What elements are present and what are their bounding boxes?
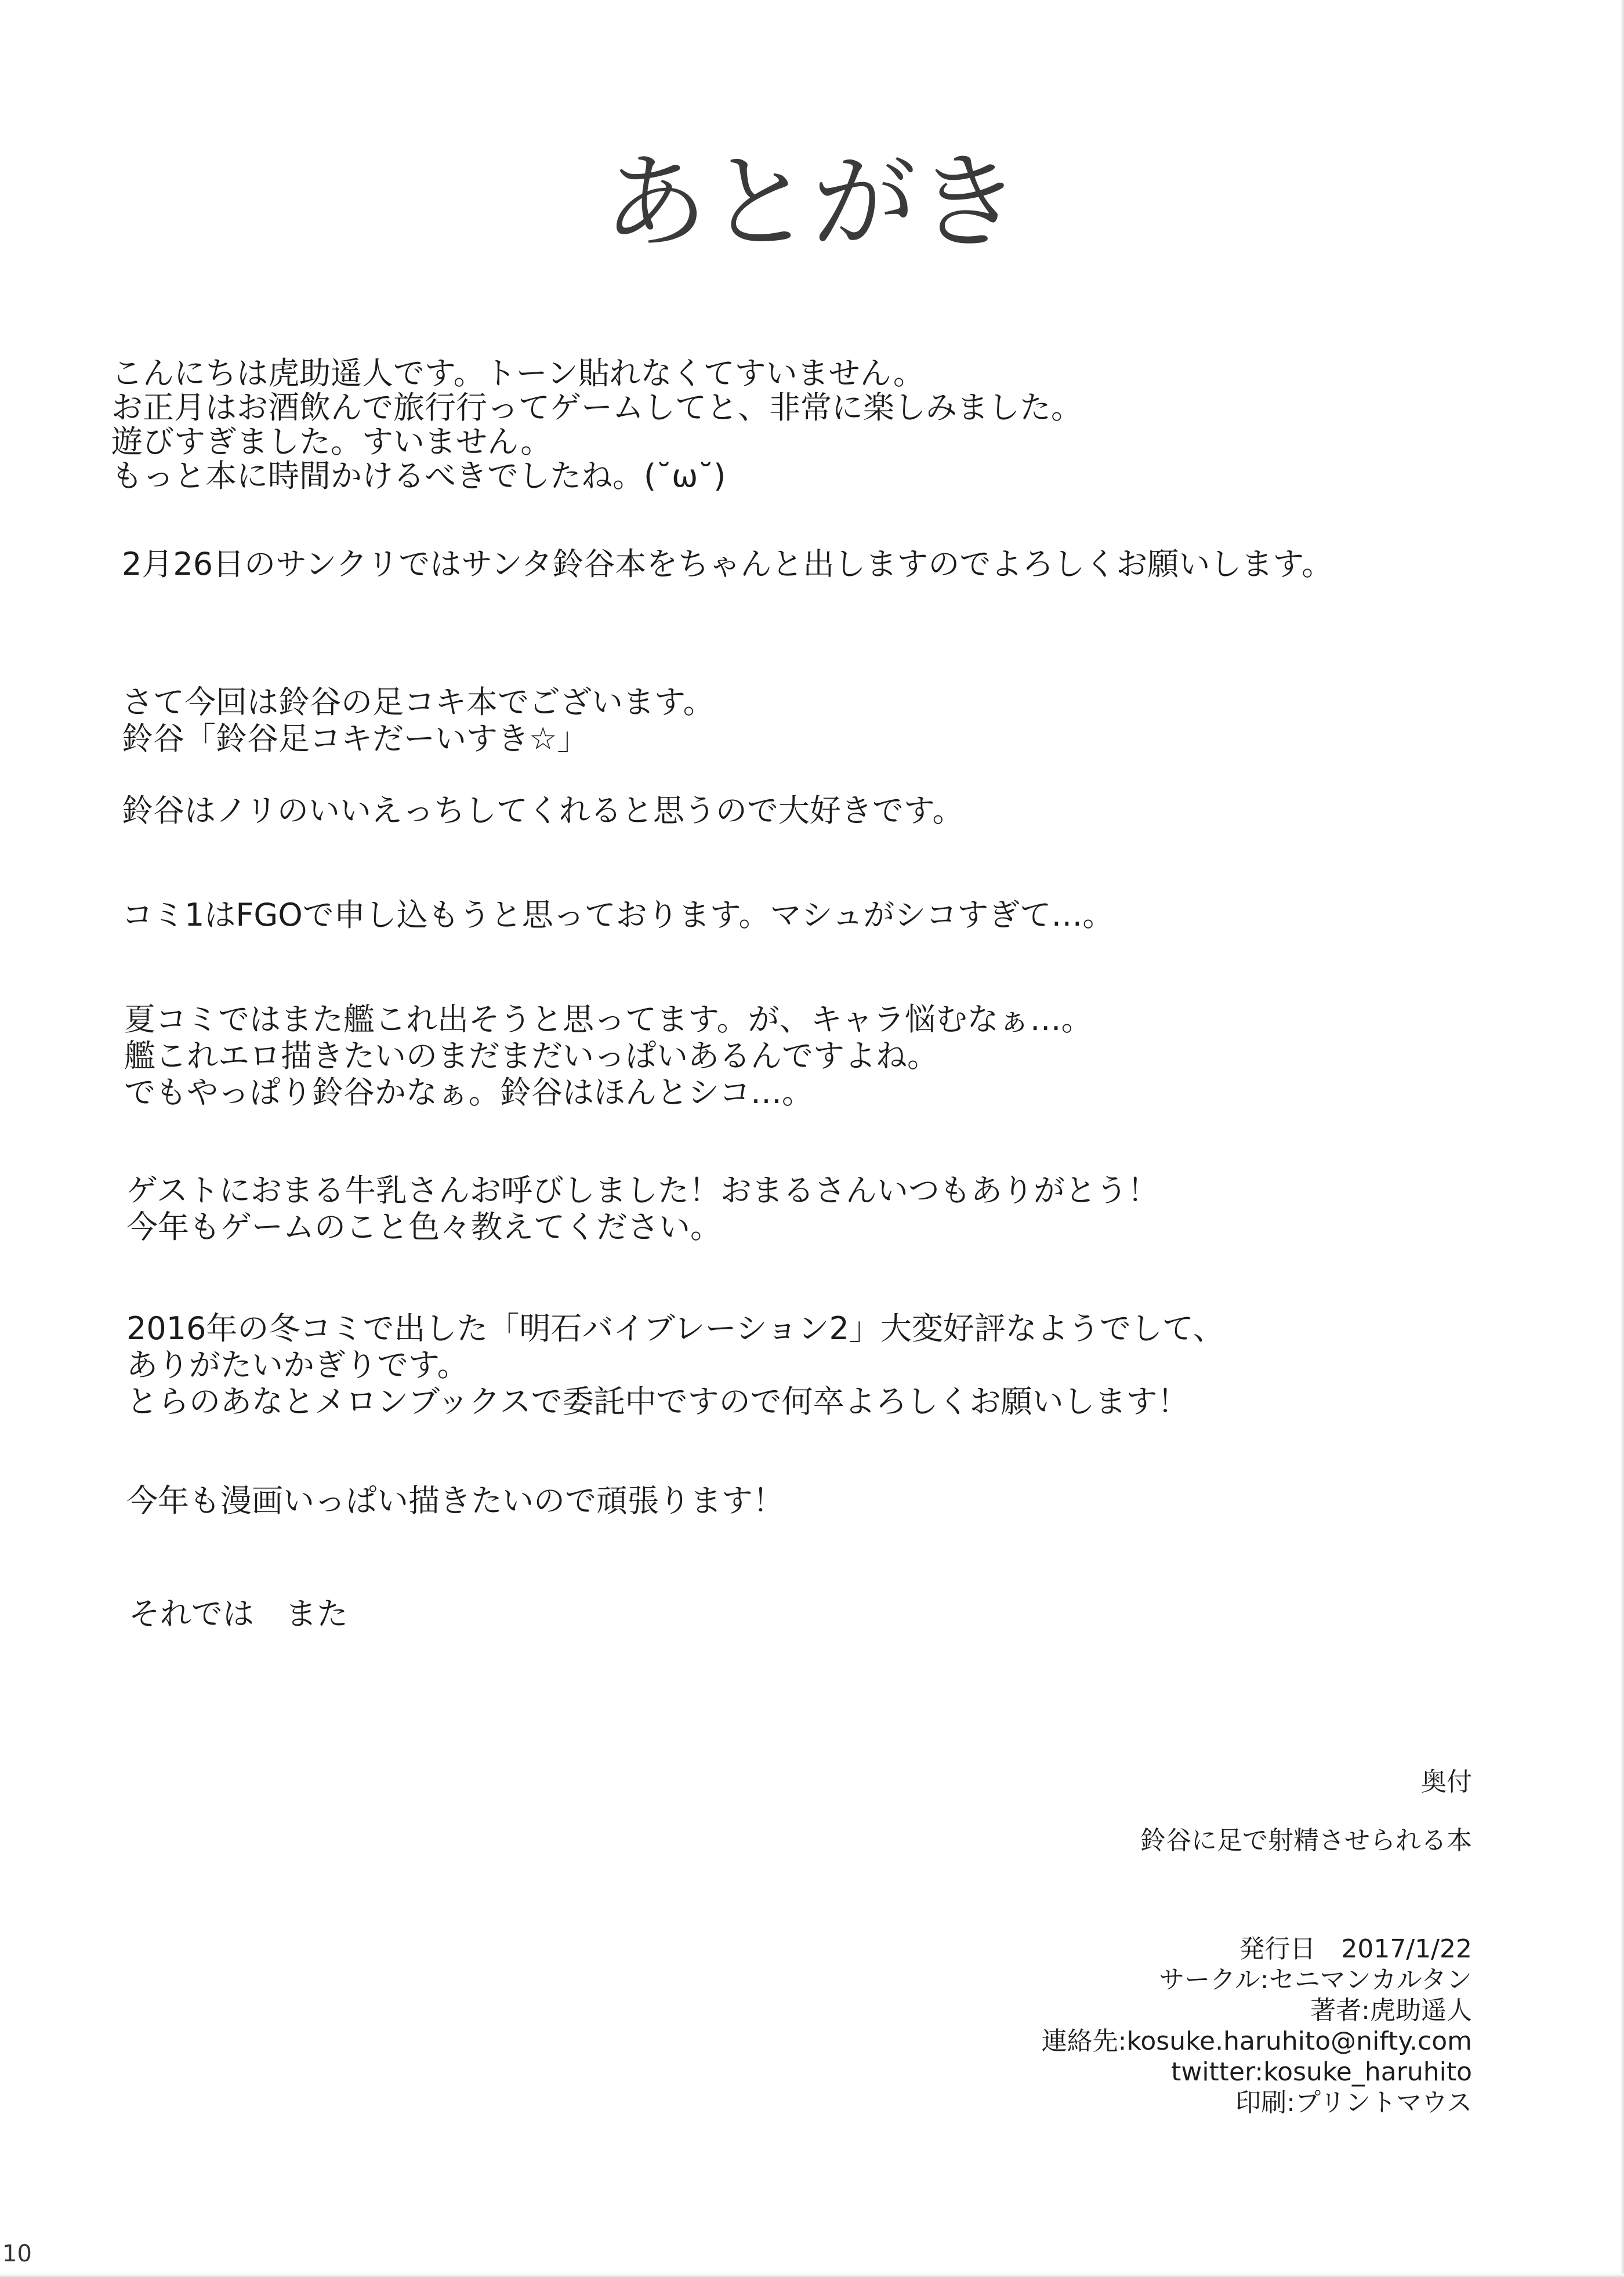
page-number: 10: [2, 2240, 32, 2267]
body-line: 2月26日のサンクリではサンタ鈴谷本をちゃんと出しますのでよろしくお願いします。: [122, 546, 1333, 582]
body-line: 鈴谷「鈴谷足コキだーいすき☆」: [122, 720, 589, 757]
page-bottom-edge: [0, 2274, 1624, 2277]
colophon-author: 著者:虎助遥人: [1310, 1996, 1472, 2025]
body-line: ありがたいかぎりです。: [126, 1347, 469, 1383]
colophon-printer: 印刷:プリントマウス: [1235, 2088, 1472, 2118]
colophon-book-title: 鈴谷に足で射精させられる本: [1140, 1826, 1472, 1855]
body-line: ゲストにおまる牛乳さんお呼びしました！おまるさんいつもありがとう！: [126, 1172, 1159, 1209]
colophon-twitter: twitter:kosuke_haruhito: [1171, 2057, 1472, 2087]
colophon-date: 発行日 2017/1/22: [1239, 1934, 1472, 1964]
body-line: 鈴谷はノリのいいえっちしてくれると思うので大好きです。: [122, 792, 964, 829]
body-line: それでは また: [129, 1596, 348, 1632]
body-line: でもやっぱり鈴谷かなぁ。鈴谷はほんとシコ…。: [124, 1074, 813, 1111]
body-line: 今年もゲームのこと色々教えてください。: [126, 1209, 722, 1245]
body-line: 遊びすぎました。すいません。: [111, 423, 552, 460]
body-line: コミ1はFGOで申し込もうと思っております。マシュがシコすぎて…。: [122, 897, 1114, 933]
body-line: とらのあなとメロンブックスで委託中ですので何卒よろしくお願いします！: [126, 1383, 1189, 1420]
page-right-edge: [1621, 0, 1624, 2277]
colophon-contact: 連絡先:kosuke.haruhito@nifty.com: [1041, 2026, 1472, 2056]
body-line: こんにちは虎助遥人です。トーン貼れなくてすいません。: [111, 355, 925, 391]
body-line: さて今回は鈴谷の足コキ本でございます。: [122, 684, 715, 720]
body-line: お正月はお酒飲んで旅行行ってゲームしてと、非常に楽しみました。: [111, 389, 1082, 426]
colophon-circle: サークル:セニマンカルタン: [1159, 1965, 1472, 1995]
body-line: 今年も漫画いっぱい描きたいので頑張ります！: [126, 1482, 784, 1519]
colophon-heading: 奥付: [1421, 1767, 1472, 1797]
body-line: もっと本に時間かけるべきでしたね。(˘ω˘): [111, 458, 726, 494]
body-line: 2016年の冬コミで出した「明石バイブレーション2」大変好評なようでして、: [126, 1310, 1224, 1347]
body-line: 夏コミではまた艦これ出そうと思ってます。が、キャラ悩むなぁ…。: [124, 1001, 1093, 1038]
body-line: 艦これエロ描きたいのまだまだいっぱいあるんですよね。: [124, 1038, 938, 1074]
page-title: あとがき: [603, 142, 1021, 263]
